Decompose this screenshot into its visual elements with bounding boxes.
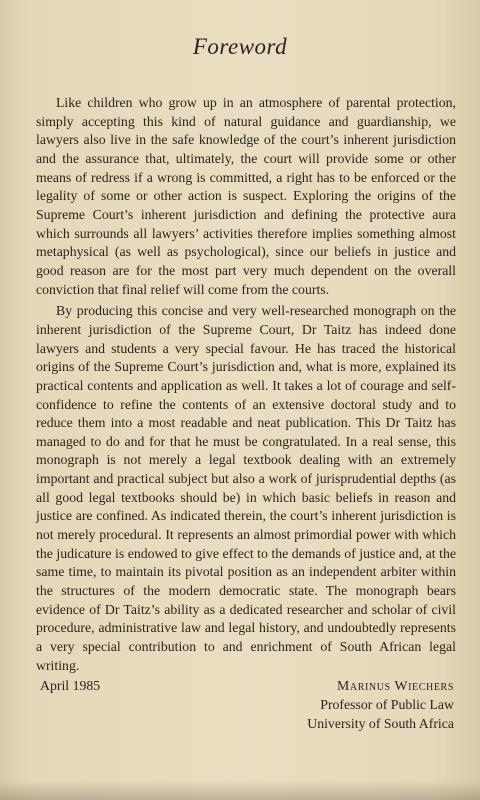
signatory-name: Marinus Wiechers [337, 678, 454, 694]
signature-area [36, 677, 456, 737]
paragraph-1: Like children who grow up in an atmosphere of parental protection, simply accepting this kind of natural guidance and guardianship, we lawyers also live in the safe knowledge of the court’s inherent jurisdiction and the assurance that, ultimately, the court will provide some or other means of redress if a wrong is committed, a right has to be enforced or the legality of some or other action is suspect. Exploring the origins of the Supreme Court’s inherent jurisdiction and defining the protective aura which surrounds all lawyers’ activities therefore implies something almost metaphysical (as well as psychological), since our beliefs in justice and good reason are for the most part very much dependent on the overall conviction that final relief will come from the courts. [36, 95, 456, 297]
signatory-position: Professor of Public Law [320, 697, 454, 712]
page-title: Foreword [192, 34, 288, 59]
foreword-body [36, 94, 456, 737]
date-line: April 1985 [40, 678, 101, 694]
signatory-institution: University of South Africa [307, 715, 454, 731]
signature-block [307, 677, 454, 733]
paragraph-2: By producing this concise and very well-researched monograph on the inherent jurisdiction of the Supreme Court, Dr Taitz has indeed done lawyers and students a very special favour. He has traced the historical origins of the Supreme Court’s jurisdiction and, what is more, explained its practical contents and application as well. It takes a lot of courage and self-confidence to refine the contents of an extensive doctoral study and to reduce them into a most readable and neat publication. This Dr Taitz has managed to do and for that he must be congratulated. In a real sense, this monograph is not merely a legal textbook dealing with an extremely important and practical subject but also a work of jurisprudential depths (as all good legal textbooks should be) in which basic beliefs in reason and justice are confined. As indicated therein, the court’s inherent jurisdiction is not merely procedural. It represents an almost primordial power with which the judicature is endowed to give effect to the demands of justice and, at the same time, to maintain its pivotal position as an independent arbiter within the structures of the modern democratic state. The monograph bears evidence of Dr Taitz’s ability as a dedicated researcher and scholar of civil procedure, administrative law and legal history, and undoubtedly represents a very special contribution to and enrichment of South African legal writing. [36, 303, 456, 673]
